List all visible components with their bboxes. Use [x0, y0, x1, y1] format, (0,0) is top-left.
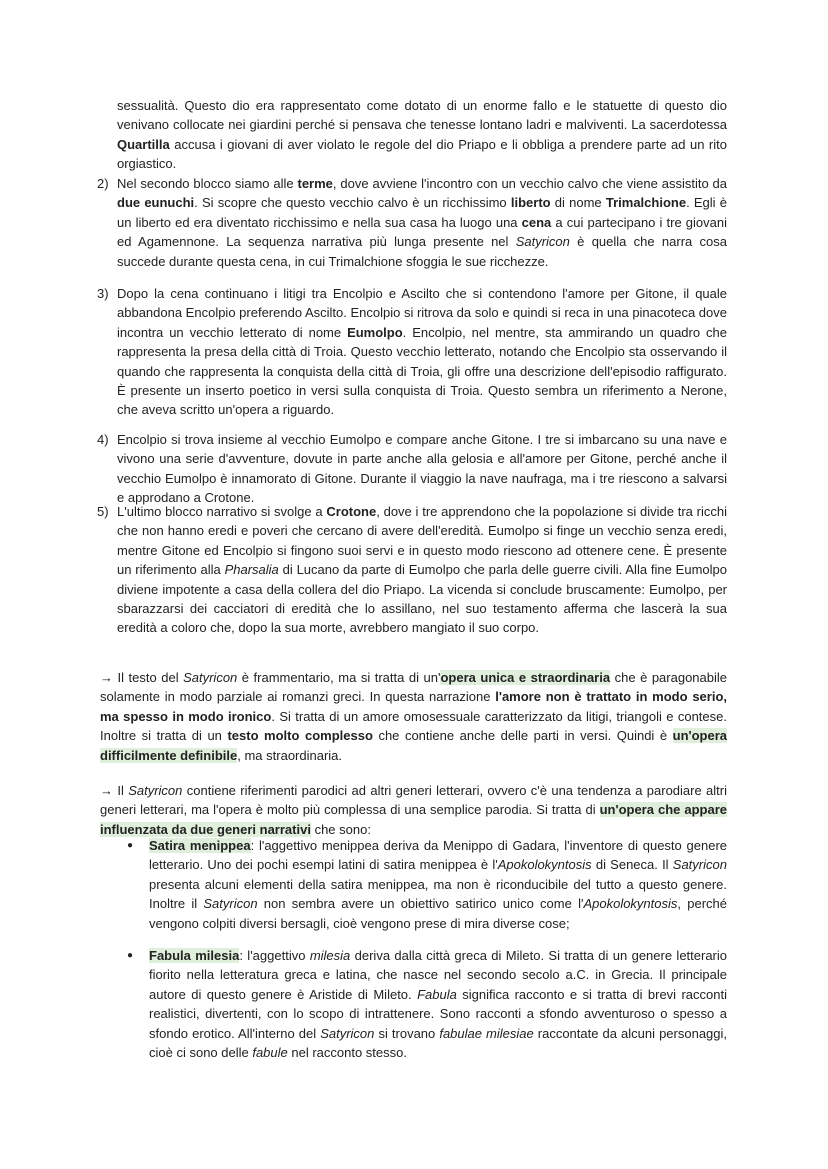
bold-text: l'amore non è trattato in modo serio, ma spesso in modo ironico [100, 689, 728, 724]
bullet-item-satira-menippea [127, 836, 727, 933]
text: . Encolpio, nel mentre, sta ammirando un quadro che rappresenta la presa della città di Troia. Questo vecchio letterato, notando che Encolpio sta osservando il quando che rappresenta la conquista della città di Troia, gli offre una descrizione dell'episodio raffigurato. È presente un inserto poetico in versi sulla conquista di Troia. Questo sembra un riferimento a Nerone, che aveva scritto un'opera a riguardo. [117, 324, 727, 418]
list-item-4 [97, 430, 727, 508]
text: Il testo del [113, 670, 184, 685]
text: : l'aggettivo menippea deriva da Menippo di Gadara, l'inventore di questo genere letterario. Uno dei pochi esempi latini di satira menippea è l' [149, 838, 727, 873]
text: è frammentario, ma si tratta di un' [237, 670, 441, 685]
bold-text: due eunuchi [117, 195, 195, 211]
italic-text: Satyricon [320, 1025, 375, 1041]
text: . Egli è un liberto ed era diventato ricchissimo e nella sua casa ha luogo una [117, 195, 728, 230]
text: che contiene anche delle parti in versi. Quindi è [372, 728, 673, 744]
text: si trovano [374, 1025, 440, 1041]
italic-text: Pharsalia [224, 562, 279, 578]
bold-text: liberto [510, 195, 551, 211]
text: deriva dalla città greca di Mileto. Si tratta di un genere letterario fiorito nella letteratura greca e latina, che nasce nel secondo secolo a.C. in Grecia. Il principale autore di questo genere è Aristide di Mileto. [149, 948, 728, 1002]
italic-text: fabule [252, 1045, 288, 1061]
text: Dopo la cena continuano i litigi tra Encolpio e Ascilto che si contendono l'amore per Gitone, il quale abbandona Encolpio preferendo Ascilto. Encolpio si ritrova da solo e quindi si reca in una pinacoteca dove incontra un vecchio letterato di nome [117, 286, 727, 340]
right-arrow-icon: → [100, 670, 113, 685]
bold-text: Quartilla [117, 136, 170, 152]
list-item-2 [97, 174, 728, 271]
italic-text: Satyricon [203, 896, 258, 912]
bold-text: Eumolpo [347, 324, 403, 340]
italic-text: Satyricon [672, 857, 727, 873]
text: è quella che narra cosa succede durante questa cena, in cui Trimalchione sfoggia le sue ricchezze. [117, 234, 727, 269]
text: nel racconto stesso. [287, 1045, 407, 1061]
bullet-item-fabula-milesia [127, 946, 728, 1062]
text: non sembra avere un obiettivo satirico unico come l' [257, 896, 584, 912]
text: di Lucano da parte di Eumolpo che parla delle guerre civili. Alla fine Eumolpo diviene impotente a casa della collera del dio Priapo. La vicenda si conclude bruscamente: Eumolpo, per sbarazzarsi dei cacciatori di eredità che lo assillano, nel suo testamento afferma che lascerà la sua eredità a coloro che, dopo la sua morte, avrebbero mangiato il suo corpo. [117, 562, 727, 636]
list-item-1-continuation [117, 96, 727, 174]
text: , ma straordinaria. [237, 747, 343, 763]
text: : l'aggettivo [239, 948, 310, 963]
bold-text: Crotone [326, 504, 377, 519]
text: che sono: [310, 821, 371, 837]
text: di Seneca. Il [591, 857, 673, 873]
text: . Si tratta di un amore omosessuale caratterizzato da litigi, triangoli e contese. Inoltre si tratta di un [100, 708, 727, 744]
text: . Si scopre che questo vecchio calvo è un ricchissimo [194, 195, 511, 211]
highlighted-text: opera unica e straordinaria [440, 670, 611, 685]
highlighted-text: un'opera che appare influenzata da due generi narrativi [100, 802, 727, 837]
italic-text: Fabula [417, 986, 457, 1002]
italic-text: Apokolokyntosis [583, 896, 678, 912]
text: Encolpio si trova insieme al vecchio Eumolpo e compare anche Gitone. I tre si imbarcano su una nave e vivono una serie d'avventure, dovute in parte anche alla gelosia e all'amore per Gitone, perché anche il vecchio Eumolpo è innamorato di Gitone. Durante il viaggio la nave naufraga, ma i tre riescono a salvarsi e approdano a Crotone. [117, 432, 727, 506]
list-item-3 [97, 284, 727, 420]
list-number: 5) [97, 504, 109, 519]
text: , dove avviene l'incontro con un vecchio calvo che viene assistito da [332, 176, 727, 191]
text: raccontate da alcuni personaggi, cioè ci sono delle [149, 1025, 728, 1061]
paragraph-parody [100, 781, 727, 839]
text: Il [113, 783, 129, 798]
list-number: 4) [97, 432, 109, 447]
text: di nome [550, 195, 606, 211]
text: presenta alcuni elementi della satira menippea, ma non è riconducibile del tutto a questo genere. Inoltre il [149, 876, 727, 912]
italic-text: Satyricon [515, 234, 570, 250]
paragraph-satyricon-text [100, 668, 727, 765]
text: Nel secondo blocco siamo alle [117, 176, 298, 191]
text: contiene riferimenti parodici ad altri generi letterari, ovvero c'è una tendenza a parodiare altri generi letterari, ma l'opera è molto più complessa di una semplice parodia. Si tratta di [100, 783, 728, 818]
list-number: 3) [97, 286, 109, 301]
list-number: 2) [97, 176, 109, 191]
italic-text: milesia [309, 948, 351, 963]
bold-text: terme [297, 176, 333, 191]
text: a cui partecipano i tre giovani ed Agamennone. La sequenza narrativa più lunga presente nel [117, 214, 727, 250]
italic-text: Satyricon [183, 670, 238, 685]
text: che è paragonabile solamente in modo parziale ai romanzi greci. In questa narrazione [100, 670, 727, 705]
italic-text: Apokolokyntosis [497, 857, 592, 873]
text: , dove i tre apprendono che la popolazione si divide tra ricchi che non hanno eredi e poveri che cercano di avere dell'eredità. Eumolpo si finge un vecchio senza eredi, mentre Gitone ed Encolpio si fingono suoi servi e in questo modo riescono ad ottenere cene. È presente un riferimento alla [117, 504, 728, 578]
bold-text: testo molto complesso [227, 728, 373, 744]
bullet-icon: ● [127, 840, 134, 851]
bold-text: cena [521, 214, 552, 230]
text: accusa i giovani di aver violato le regole del dio Priapo e li obbliga a prendere parte ad un rito orgiastico. [117, 136, 727, 172]
highlighted-text: un'opera difficilmente definibile [100, 728, 728, 763]
text: L'ultimo blocco narrativo si svolge a [117, 504, 327, 519]
italic-text: fabulae milesiae [439, 1025, 534, 1041]
text: significa racconto e si tratta di brevi racconti realistici, divertenti, con lo scopo di intrattenere. Sono racconti a sfondo avventuroso o spesso a sfondo erotico. All'interno del [149, 986, 727, 1041]
list-item-5 [97, 502, 728, 638]
bold-text: Trimalchione [605, 195, 687, 211]
text: , perché vengono colpiti diversi bersagli, cioè vengono prese di mira diverse cose; [149, 896, 727, 931]
bullet-icon: ● [127, 950, 134, 961]
highlighted-text: Satira menippea [149, 838, 251, 853]
highlighted-text: Fabula milesia [149, 948, 240, 963]
right-arrow-icon: → [100, 783, 113, 798]
italic-text: Satyricon [128, 783, 183, 798]
text: sessualità. Questo dio era rappresentato come dotato di un enorme fallo e le statuette di questo dio venivano collocate nei giardini perché si pensava che tenesse lontano ladri e malviventi. La sacerdotessa [117, 98, 727, 133]
